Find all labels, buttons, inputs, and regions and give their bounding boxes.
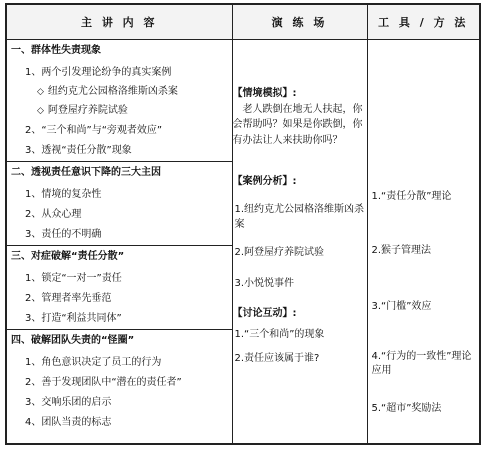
case-item: 2.阿登屋疗养院试验 (234, 246, 325, 258)
discussion-item: 1.“三个和尚”的现象 (234, 329, 325, 340)
list-item: 1、情境的复杂性 (25, 188, 102, 200)
list-item: 1、角色意识决定了员工的行为 (25, 356, 162, 368)
list-item: 1、锁定“一对一”责任 (25, 272, 122, 284)
section-title: 四、破解团队失责的“怪圈” (7, 329, 232, 353)
case-item: 3.小悦悦事件 (234, 278, 295, 289)
tool-item: 2.猴子管理法 (371, 245, 432, 256)
discussion-title: 【讨论互动】: (232, 307, 297, 319)
scenario-title: 【情境模拟】: (232, 88, 297, 99)
case-title: 【案例分析】: (232, 176, 297, 187)
list-item: 2、管理者率先垂范 (25, 292, 112, 304)
header-tools: 工 具 / 方 法 (367, 4, 480, 40)
header-content: 主 讲 内 容 (6, 4, 232, 40)
diamond-outline-icon: ◇ (37, 105, 44, 116)
list-item: 2、从众心理 (25, 208, 82, 220)
diamond-outline-icon: ◇ (37, 86, 44, 97)
section-title: 二、透视责任意识下降的三大主因 (7, 161, 232, 185)
list-item: 3、交响乐团的启示 (25, 396, 112, 408)
section-title: 一、群体性失责现象 (11, 45, 101, 57)
sub-item-text: 阿登屋疗养院试验 (47, 105, 128, 117)
scenario-text: 老人跌倒在地无人扶起，你会帮助吗？如果是你跌倒，你有办法让人来扶助你吗？ (232, 103, 363, 146)
exercise-column (232, 40, 367, 445)
sub-list-item (7, 83, 232, 102)
header-row (6, 4, 480, 40)
tool-item: 4.“行为的一致性”理论应用 (371, 351, 472, 376)
discussion-item: 2.责任应该属于谁? (234, 352, 320, 364)
body-row (6, 40, 480, 445)
content-column (6, 40, 232, 445)
list-item: 3、打造“利益共同体” (25, 312, 122, 324)
sub-item-text: 纽约克尤公园格洛维斯凶杀案 (47, 86, 178, 98)
list-item: 2、“三个和尚”与“旁观者效应” (25, 124, 163, 136)
list-item: 3、责任的不明确 (25, 228, 102, 240)
list-item: 1、两个引发理论纷争的真实案例 (25, 66, 172, 78)
header-exercise: 演 练 场 (232, 4, 367, 40)
tool-item: 3.“门槛”效应 (371, 301, 432, 312)
case-item: 1.纽约克尤公园格洛维斯凶杀案 (234, 203, 365, 230)
tool-item: 1.“责任分散”理论 (371, 191, 452, 202)
sub-list-item (7, 102, 232, 121)
course-outline-table (5, 3, 481, 445)
tools-column (367, 40, 480, 445)
list-item: 2、善于发现团队中“潜在的责任者” (25, 376, 182, 388)
list-item: 3、透视“责任分散”现象 (25, 144, 132, 156)
list-item: 4、团队当责的标志 (25, 416, 112, 428)
section-title: 三、对症破解“责任分散” (7, 245, 232, 269)
tool-item: 5.“超市”奖励法 (371, 403, 442, 414)
